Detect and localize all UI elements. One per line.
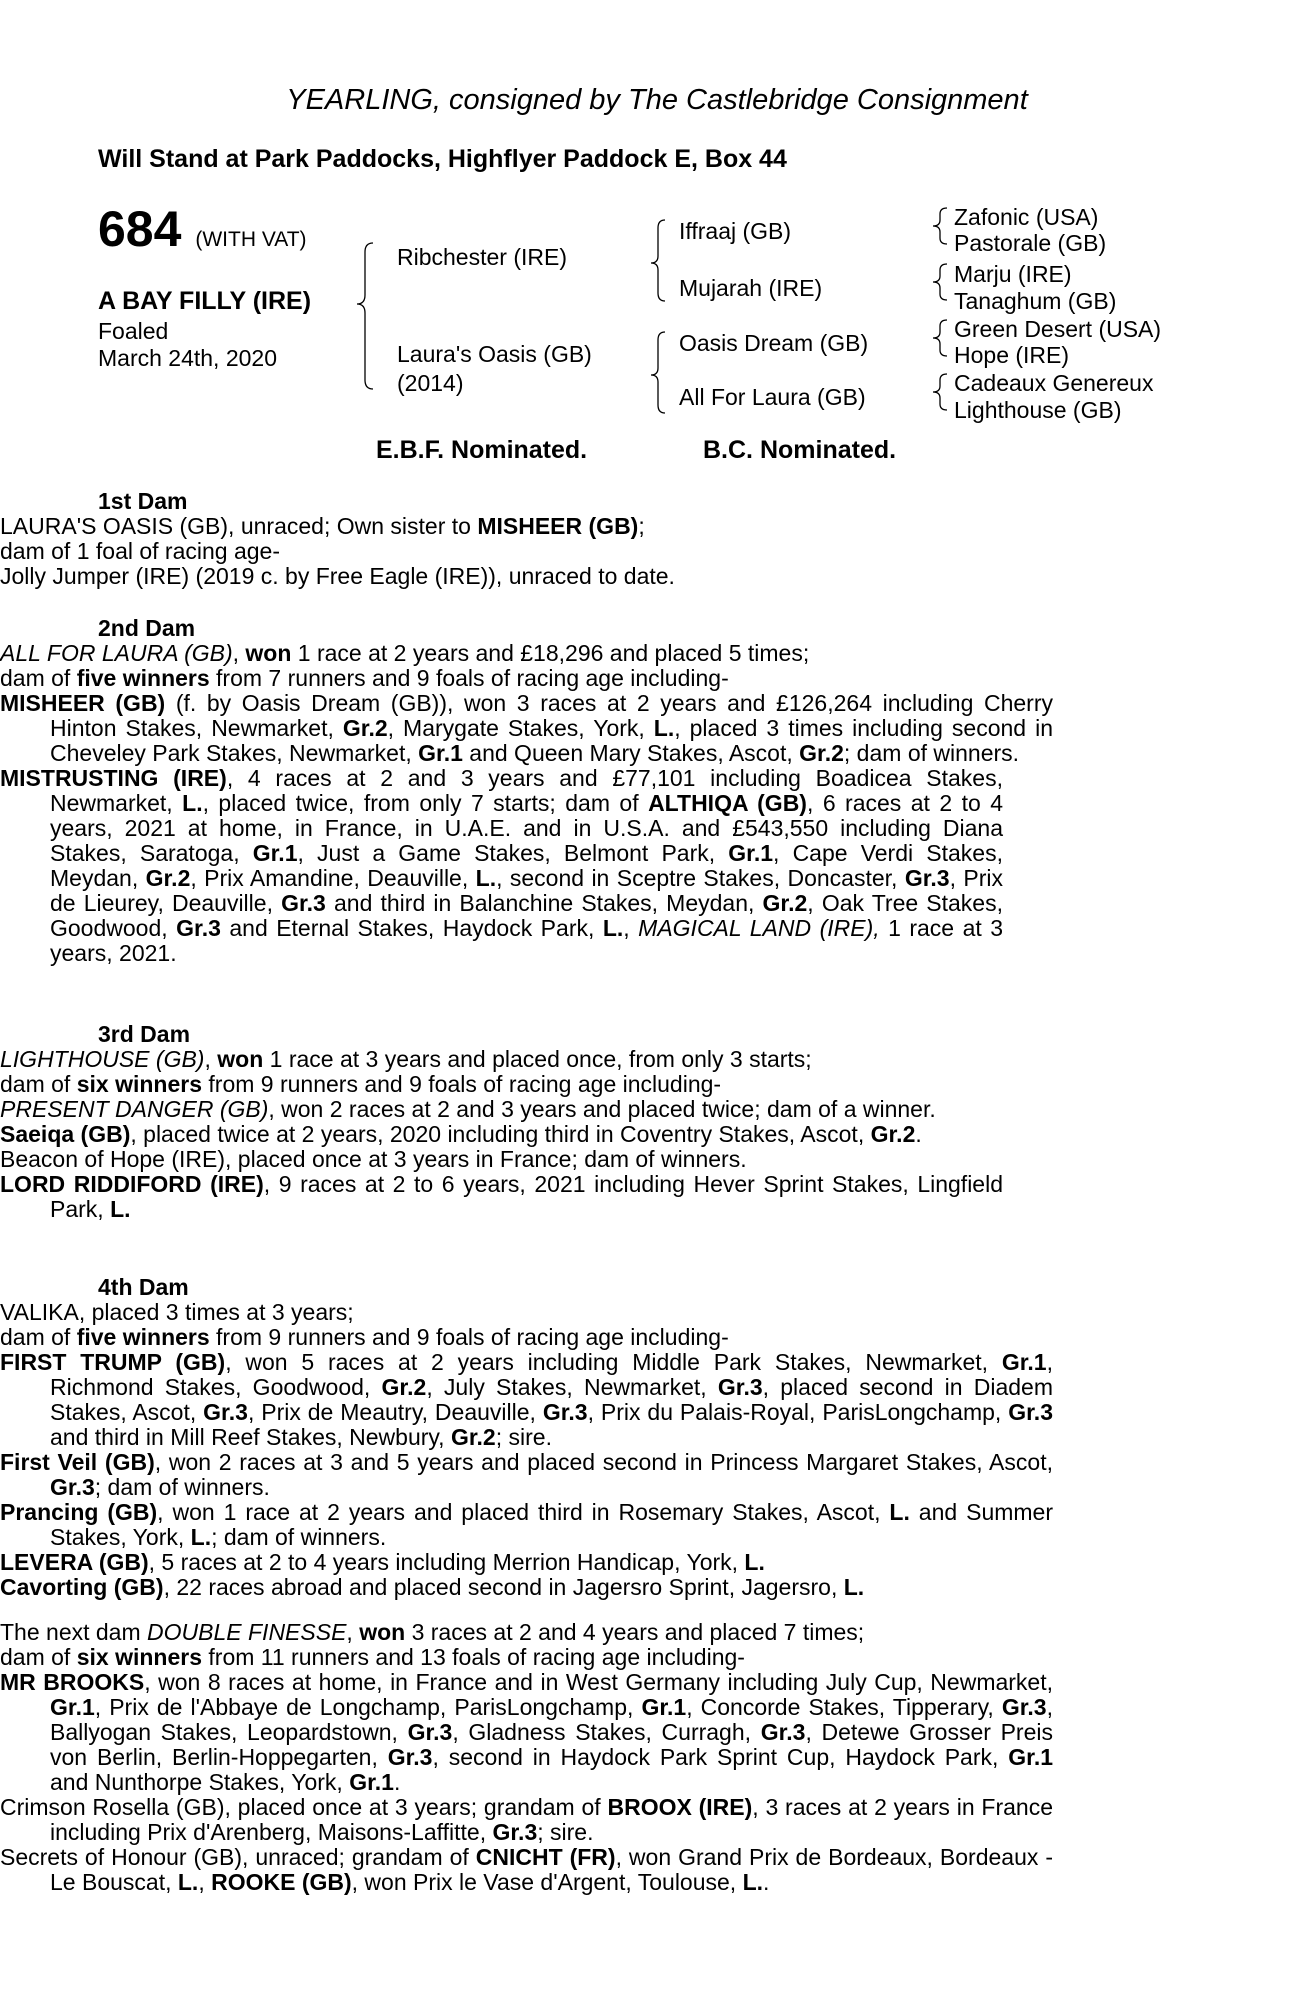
dam-year: (2014) xyxy=(397,370,464,396)
section-heading: 2nd Dam xyxy=(98,615,196,641)
dam-text: dam of six winners from 11 runners and 13 foals of racing age including- xyxy=(0,1644,745,1670)
bc-nominated: B.C. Nominated. xyxy=(703,436,897,464)
produce-line: Cavorting (GB), 22 races abroad and placed second in Jagersro Sprint, Jagersro, L. xyxy=(0,1574,865,1600)
ped-sdd: Tanaghum (GB) xyxy=(954,288,1117,314)
lot-number-value: 684 xyxy=(98,201,182,257)
dam-text: LAURA'S OASIS (GB), unraced; Own sister to MISHEER (GB); xyxy=(0,513,645,539)
produce-line: Secrets of Honour (GB), unraced; grandam of CNICHT (FR), won Grand Prix de Bordeaux, Bordeaux - Le Bouscat, L., ROOKE (GB), won Prix le Vase d'Argent, Toulouse, L.. xyxy=(0,1844,1053,1895)
produce-line: MISTRUSTING (IRE), 4 races at 2 and 3 years and £77,101 including Boadicea Stakes, Newmarket, L., placed twice, from only 7 starts; dam of ALTHIQA (GB), 6 races at 2 to 4 years, 2021 at home, in France, in U.A.E. and in U.S.A. and £543,550 including Diana Stakes, Saratoga, Gr.1, Just a Game Stakes, Belmont Park, Gr.1, Cape Verdi Stakes, Meydan, Gr.2, Prix Amandine, Deauville, L., second in Sceptre Stakes, Doncaster, Gr.3, Prix de Lieurey, Deauville, Gr.3 and third in Balanchine Stakes, Meydan, Gr.2, Oak Tree Stakes, Goodwood, Gr.3 and Eternal Stakes, Haydock Park, L., MAGICAL LAND (IRE), 1 race at 3 years, 2021. xyxy=(0,765,1004,966)
foaled-label: Foaled xyxy=(98,318,169,344)
dam-text: The next dam DOUBLE FINESSE, won 3 races at 2 and 4 years and placed 7 times; xyxy=(0,1619,865,1645)
produce-line: MISHEER (GB) (f. by Oasis Dream (GB)), won 3 races at 2 years and £126,264 including Cherry Hinton Stakes, Newmarket, Gr.2, Marygate Stakes, York, L., placed 3 times including second in Cheveley Park Stakes, Newmarket, Gr.1 and Queen Mary Stakes, Ascot, Gr.2; dam of winners. xyxy=(0,690,1054,766)
section-heading: 3rd Dam xyxy=(98,1021,191,1047)
horse-name: A BAY FILLY (IRE) xyxy=(98,287,312,315)
produce-line: Prancing (GB), won 1 race at 2 years and placed third in Rosemary Stakes, Ascot, L. and Summer Stakes, York, L.; dam of winners. xyxy=(0,1499,1054,1550)
produce-line: Saeiqa (GB), placed twice at 2 years, 2020 including third in Coventry Stakes, Ascot, Gr.2. xyxy=(0,1121,922,1147)
stand-location: Will Stand at Park Paddocks, Highflyer Paddock E, Box 44 xyxy=(98,145,787,173)
produce-line: PRESENT DANGER (GB), won 2 races at 2 and 3 years and placed twice; dam of a winner. xyxy=(0,1096,936,1122)
sire-dam: Mujarah (IRE) xyxy=(679,275,823,301)
ped-sss: Zafonic (USA) xyxy=(954,204,1099,230)
produce-line: LEVERA (GB), 5 races at 2 to 4 years including Merrion Handicap, York, L. xyxy=(0,1549,765,1575)
produce-line: First Veil (GB), won 2 races at 3 and 5 years and placed second in Princess Margaret Stakes, Ascot, Gr.3; dam of winners. xyxy=(0,1449,1053,1500)
dam-text: ALL FOR LAURA (GB), won 1 race at 2 years and £18,296 and placed 5 times; xyxy=(0,640,810,666)
vat-note: (WITH VAT) xyxy=(195,228,307,251)
ebf-nominated: E.B.F. Nominated. xyxy=(376,436,588,464)
produce-line: Jolly Jumper (IRE) (2019 c. by Free Eagle (IRE)), unraced to date. xyxy=(0,563,675,589)
ped-sds: Marju (IRE) xyxy=(954,261,1072,287)
dam-text: dam of five winners from 7 runners and 9 foals of racing age including- xyxy=(0,665,729,691)
ped-dds: Cadeaux Genereux xyxy=(954,370,1154,396)
fourth-dam-section xyxy=(0,1275,1314,1600)
produce-line: Crimson Rosella (GB), placed once at 3 years; grandam of BROOX (IRE), 3 races at 2 years in France including Prix d'Arenberg, Maisons-Laffitte, Gr.3; sire. xyxy=(0,1794,1053,1845)
ped-ddd: Lighthouse (GB) xyxy=(954,397,1122,423)
ped-dsd: Hope (IRE) xyxy=(954,342,1070,368)
dam-sire: Oasis Dream (GB) xyxy=(679,330,869,356)
first-dam-section xyxy=(0,489,1314,589)
third-dam-section xyxy=(0,1022,1314,1222)
page-title: YEARLING, consigned by The Castlebridge Consignment xyxy=(286,84,1028,116)
dam-text: VALIKA, placed 3 times at 3 years; xyxy=(0,1299,354,1325)
second-dam-section xyxy=(0,616,1314,966)
section-heading: 1st Dam xyxy=(98,488,188,514)
dam-text: dam of six winners from 9 runners and 9 foals of racing age including- xyxy=(0,1071,722,1097)
produce-line: MR BROOKS, won 8 races at home, in France and in West Germany including July Cup, Newmarket, Gr.1, Prix de l'Abbaye de Longchamp, ParisLongchamp, Gr.1, Concorde Stakes, Tipperary, Gr.3, Ballyogan Stakes, Leopardstown, Gr.3, Gladness Stakes, Curragh, Gr.3, Detewe Grosser Preis von Berlin, Berlin-Hoppegarten, Gr.3, second in Haydock Park Sprint Cup, Haydock Park, Gr.1 and Nunthorpe Stakes, York, Gr.1. xyxy=(0,1669,1054,1795)
foaled-date: March 24th, 2020 xyxy=(98,345,278,371)
section-heading: 4th Dam xyxy=(98,1274,189,1300)
dam-text: LIGHTHOUSE (GB), won 1 race at 3 years and placed once, from only 3 starts; xyxy=(0,1046,812,1072)
next-dam-section xyxy=(0,1620,1314,1895)
dam-text: dam of five winners from 9 runners and 9 foals of racing age including- xyxy=(0,1324,729,1350)
sire-sire: Iffraaj (GB) xyxy=(679,218,792,244)
produce-line: Beacon of Hope (IRE), placed once at 3 years in France; dam of winners. xyxy=(0,1146,747,1172)
dam-text: dam of 1 foal of racing age- xyxy=(0,538,280,564)
dam-dam: All For Laura (GB) xyxy=(679,384,866,410)
ped-dss: Green Desert (USA) xyxy=(954,316,1162,342)
produce-line: FIRST TRUMP (GB), won 5 races at 2 years including Middle Park Stakes, Newmarket, Gr.1, Richmond Stakes, Goodwood, Gr.2, July Stakes, Newmarket, Gr.3, placed second in Diadem Stakes, Ascot, Gr.3, Prix de Meautry, Deauville, Gr.3, Prix du Palais-Royal, ParisLongchamp, Gr.3 and third in Mill Reef Stakes, Newbury, Gr.2; sire. xyxy=(0,1349,1053,1450)
dam: Laura's Oasis (GB) xyxy=(397,341,592,367)
ped-ssd: Pastorale (GB) xyxy=(954,230,1107,256)
produce-line: LORD RIDDIFORD (IRE), 9 races at 2 to 6 years, 2021 including Hever Sprint Stakes, Lingfield Park, L. xyxy=(0,1171,1004,1222)
sire: Ribchester (IRE) xyxy=(397,244,567,270)
